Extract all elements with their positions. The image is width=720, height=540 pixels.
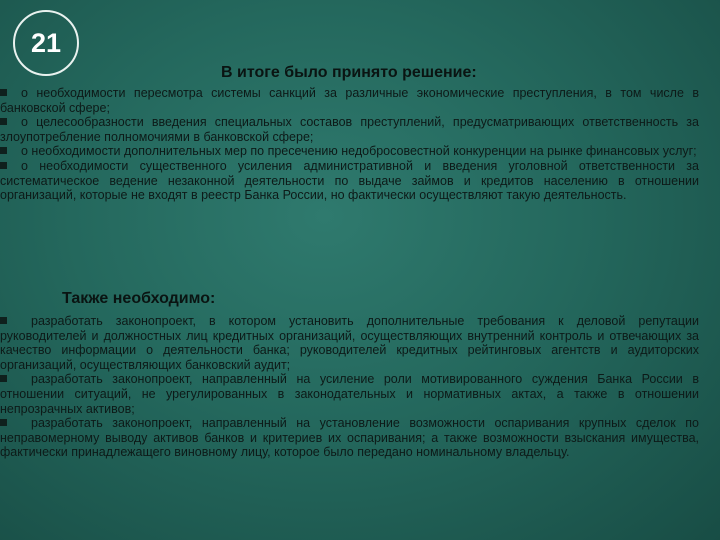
square-bullet-icon (0, 118, 7, 125)
slide-number: 21 (30, 27, 62, 58)
square-bullet-icon (0, 317, 7, 324)
decision-heading: В итоге было принято решение: (221, 64, 477, 81)
square-bullet-icon (0, 147, 7, 154)
list-item-text: разработать законопроект, направленный на установление возможности оспаривания крупных сделок по неправомерному выводу активов банков и критериев их оспаривания; а также возможности взыскания имущества, фактически принадлежащего виновному лицу, которое было передано номинальному владельцу. (0, 416, 699, 460)
square-bullet-icon (0, 162, 7, 169)
list-item-text: о необходимости пересмотра системы санкций за различные экономические преступления, в том числе в банковской сфере; (0, 86, 699, 115)
needs-heading: Также необходимо: (62, 290, 216, 307)
list-item (0, 314, 699, 372)
list-item (0, 115, 699, 144)
list-item (0, 372, 699, 416)
decision-list (0, 86, 699, 203)
list-item-text: разработать законопроект, направленный на усиление роли мотивированного суждения Банка России в отношении ситуаций, не урегулированных в законодательных и нормативных актах, а также в отношении непрозрачных активов; (0, 372, 699, 416)
list-item-text: о необходимости дополнительных мер по пресечению недобросовестной конкуренции на рынке финансовых услуг; (21, 144, 697, 159)
list-item (0, 416, 699, 460)
square-bullet-icon (0, 375, 7, 382)
list-item-text: о целесообразности введения специальных составов преступлений, предусматривающих ответственность за злоупотребление полномочиями в банковской сфере; (0, 115, 699, 144)
slide-number-badge (13, 10, 79, 76)
needs-list (0, 314, 699, 460)
list-item-text: разработать законопроект, в котором установить дополнительные требования к деловой репутации руководителей и должностных лиц кредитных организаций, осуществляющих внутренний контроль и отвечающих за качество информации о деятельности банка; руководителей кредитных рейтинговых агентств и аудиторских организаций, осуществляющих банковский аудит; (0, 314, 699, 372)
square-bullet-icon (0, 89, 7, 96)
list-item-text: о необходимости существенного усиления административной и введения уголовной ответственности за систематическое ведение незаконной деятельности по выдаче займов и кредитов населению в отношении организаций, которые не входят в реестр Банка России, но фактически осуществляют такую деятельность. (0, 158, 699, 203)
square-bullet-icon (0, 419, 7, 426)
list-item (0, 159, 699, 203)
list-item (0, 86, 699, 115)
list-item (0, 144, 699, 159)
